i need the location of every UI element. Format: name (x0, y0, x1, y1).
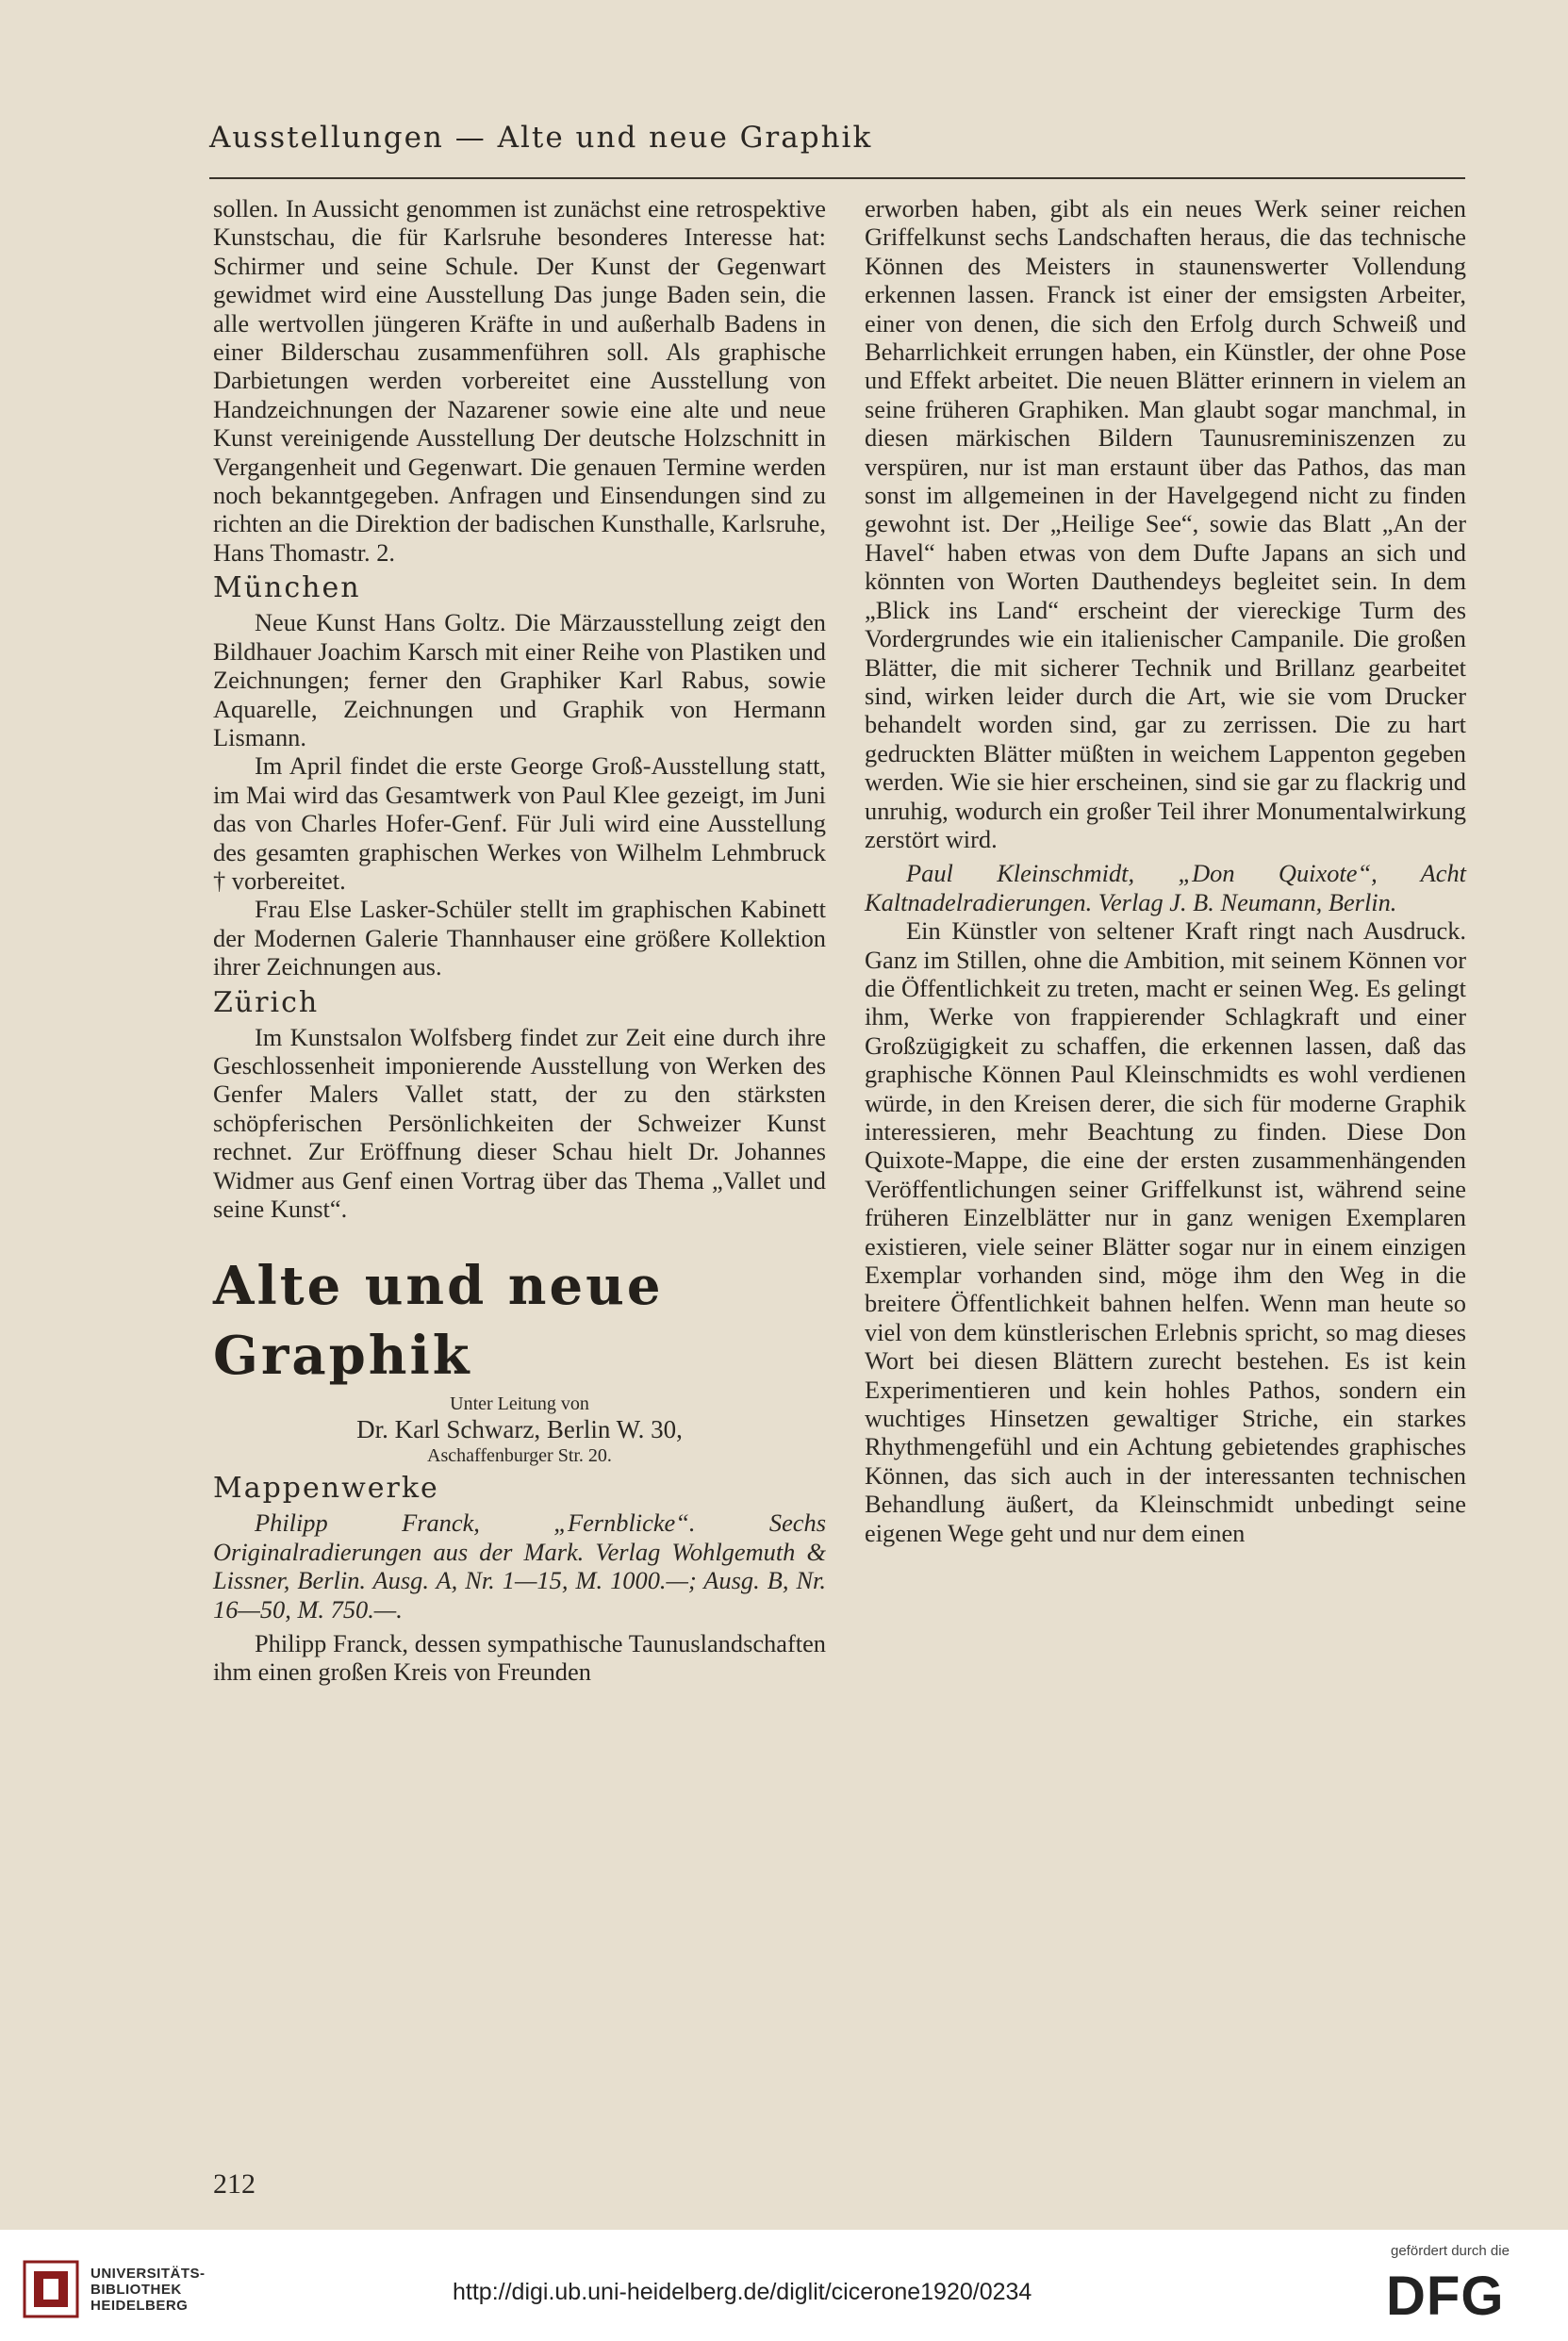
paragraph-muenchen-april: Im April findet die erste George Groß-Ausstellung statt, im Mai wird das Gesamtwerk von Paul Klee gezeigt, im Juni das von Charles Hofer-Genf. Für Juli wird eine Ausstellung des gesamten graphischen Werkes von Wilhelm Lehmbruck † vorbereitet. (213, 751, 826, 895)
citation-kleinschmidt: Paul Kleinschmidt, „Don Quixote“, Acht Kaltnadelradierungen. Verlag J. B. Neumann, Berlin. (865, 859, 1466, 916)
library-name-line: HEIDELBERG (91, 2298, 189, 2314)
library-name (91, 2266, 206, 2314)
library-seal-icon (23, 2260, 79, 2318)
paragraph-franck-continued: erworben haben, gibt als ein neues Werk seiner reichen Griffelkunst sechs Landschaften heraus, die das technische Können des Meisters in staunenswerter Vollendung erkennen lassen. Franck ist einer der emsigsten Arbeiter, einer von denen, die sich den Erfolg durch Schweiß und Beharrlichkeit errungen haben, ein Künstler, der ohne Pose und Effekt arbeitet. Die neuen Blätter erinnern in vielem an seine früheren Graphiken. Man glaubt sogar manchmal, in diesen märkischen Bildern Taunusreminiszenzen zu verspüren, nur ist man erstaunt über das Pathos, das man sonst im allgemeinen in der Havelgegend nicht zu finden gewohnt ist. Der „Heilige See“, sowie das Blatt „An der Havel“ haben etwas von dem Dufte Japans an sich und könnten von Worten Dauthendeys begleitet sein. In dem „Blick ins Land“ erscheint der viereckige Turm des Vordergrundes wie ein italienischer Campanile. Die großen Blätter, die mit sicherer Technik und Brillanz gearbeitet sind, wirken leider durch die Art, wie sie vom Drucker behandelt worden sind, gar zu zerrissen. Die zu hart gedruckten Blätter müßten in weichem Lappenton gegeben werden. Wie sie hier erscheinen, sind sie gar zu flackrig und unruhig, wodurch ein großer Teil ihrer Monumentalwirkung zerstört wird. (865, 194, 1466, 853)
editor-line-3: Aschaffenburger Str. 20. (427, 1445, 612, 1467)
running-head: Ausstellungen — Alte und neue Graphik (209, 121, 873, 155)
library-name-line: BIBLIOTHEK (91, 2282, 182, 2298)
citation-franck: Philipp Franck, „Fernblicke“. Sechs Originalradierungen aus der Mark. Verlag Wohlgemuth & Lissner, Berlin. Ausg. A, Nr. 1—15, M. 1000.—; Ausg. B, Nr. 16—50, M. 750.—. (213, 1508, 826, 1624)
heading-muenchen: München (213, 571, 361, 605)
paragraph-karlsruhe: sollen. In Aussicht genommen ist zunächst eine retrospektive Kunstschau, die für Karlsruhe besonderes Interesse hat: Schirmer und seine Schule. Der Kunst der Gegenwart gewidmet wird eine Ausstellung Das junge Baden sein, die alle wertvollen jüngeren Kräfte in und außerhalb Badens in einer Bilderschau zusammenführen soll. Als graphische Darbietungen werden vorbereitet eine Ausstellung von Handzeichnungen der Nazarener sowie eine alte und neue Kunst vereinigende Ausstellung Der deutsche Holzschnitt in Vergangenheit und Gegenwart. Die genauen Termine werden noch bekanntgegeben. Anfragen und Einsendungen sind zu richten an die Direktion der badischen Kunsthalle, Karlsruhe, Hans Thomastr. 2. (213, 194, 826, 567)
editor-line-1: Unter Leitung von (450, 1393, 589, 1415)
header-rule (209, 177, 1465, 179)
heading-mappenwerke: Mappenwerke (213, 1472, 439, 1506)
editor-line-2: Dr. Karl Schwarz, Berlin W. 30, (356, 1415, 683, 1444)
paragraph-zuerich: Im Kunstsalon Wolfsberg findet zur Zeit eine durch ihre Geschlossenheit imponierende Ausstellung von Werken des Genfer Malers Vallet statt, der zu den stärksten schöpferischen Persönlichkeiten der Schweizer Kunst rechnet. Zur Eröffnung dieser Schau hielt Dr. Johannes Widmer aus Genf einen Vortrag über das Thema „Vallet und seine Kunst“. (213, 1022, 826, 1223)
paragraph-muenchen-goltz: Neue Kunst Hans Goltz. Die Märzausstellung zeigt den Bildhauer Joachim Karsch mit einer Reihe von Plastiken und Zeichnungen; ferner den Graphiker Karl Rabus, sowie Aquarelle, Zeichnungen und Graphik von Hermann Lismann. (213, 608, 826, 751)
section-title: Alte und neue Graphik (213, 1255, 664, 1388)
paragraph-muenchen-lasker: Frau Else Lasker-Schüler stellt im graphischen Kabinett der Modernen Galerie Thannhauser eine größere Kollektion ihrer Zeichnungen aus. (213, 895, 826, 981)
left-column (213, 194, 826, 1687)
library-name-line: UNIVERSITÄTS- (91, 2266, 206, 2282)
dfg-logo: DFG (1386, 2266, 1505, 2327)
right-column (865, 194, 1466, 1547)
source-url-link[interactable]: http://digi.ub.uni-heidelberg.de/diglit/cicerone1920/0234 (453, 2279, 1032, 2305)
page-number: 212 (213, 2168, 256, 2200)
digitization-footer (0, 2230, 1568, 2341)
paragraph-kleinschmidt: Ein Künstler von seltener Kraft ringt nach Ausdruck. Ganz im Stillen, ohne die Ambition, mit seinem Können vor die Öffentlichkeit zu treten, macht er seinen Weg. Es gelingt ihm, Werke von frappierender Schlagkraft und einer Großzügigkeit zu schaffen, die erkennen lassen, daß das graphische Können Paul Kleinschmidts es wohl verdienen würde, in den Kreisen derer, die sich für moderne Graphik interessieren, mehr Beachtung zu finden. Diese Don Quixote-Mappe, die eine der ersten zusammenhängenden Veröffentlichungen seiner Griffelkunst ist, während seine früheren Einzelblätter nur in ganz wenigen Exemplaren existieren, viele seiner Blätter sogar nur in einem einzigen Exemplar vorhanden sind, möge ihm den Weg in die breitere Öffentlichkeit bahnen helfen. Wenn man heute so viel von dem künstlerischen Erlebnis spricht, so mag dieses Wort bei diesen Blättern zurecht bestehen. Es ist kein Experimentieren und kein hohles Pathos, sondern ein wuchtiges Hinsetzen gewaltiger Striche, ein starkes Rhythmengefühl und ein Achtung gebietendes graphisches Können, das sich auch in der interessanten technischen Behandlung äußert, da Kleinschmidt unbedingt seine eigenen Wege geht und nur dem einen (865, 916, 1466, 1547)
paragraph-franck-start: Philipp Franck, dessen sympathische Taunuslandschaften ihm einen großen Kreis von Freunden (213, 1629, 826, 1687)
funded-by-label: gefördert durch die (1391, 2243, 1510, 2259)
heading-zuerich: Zürich (213, 985, 320, 1019)
